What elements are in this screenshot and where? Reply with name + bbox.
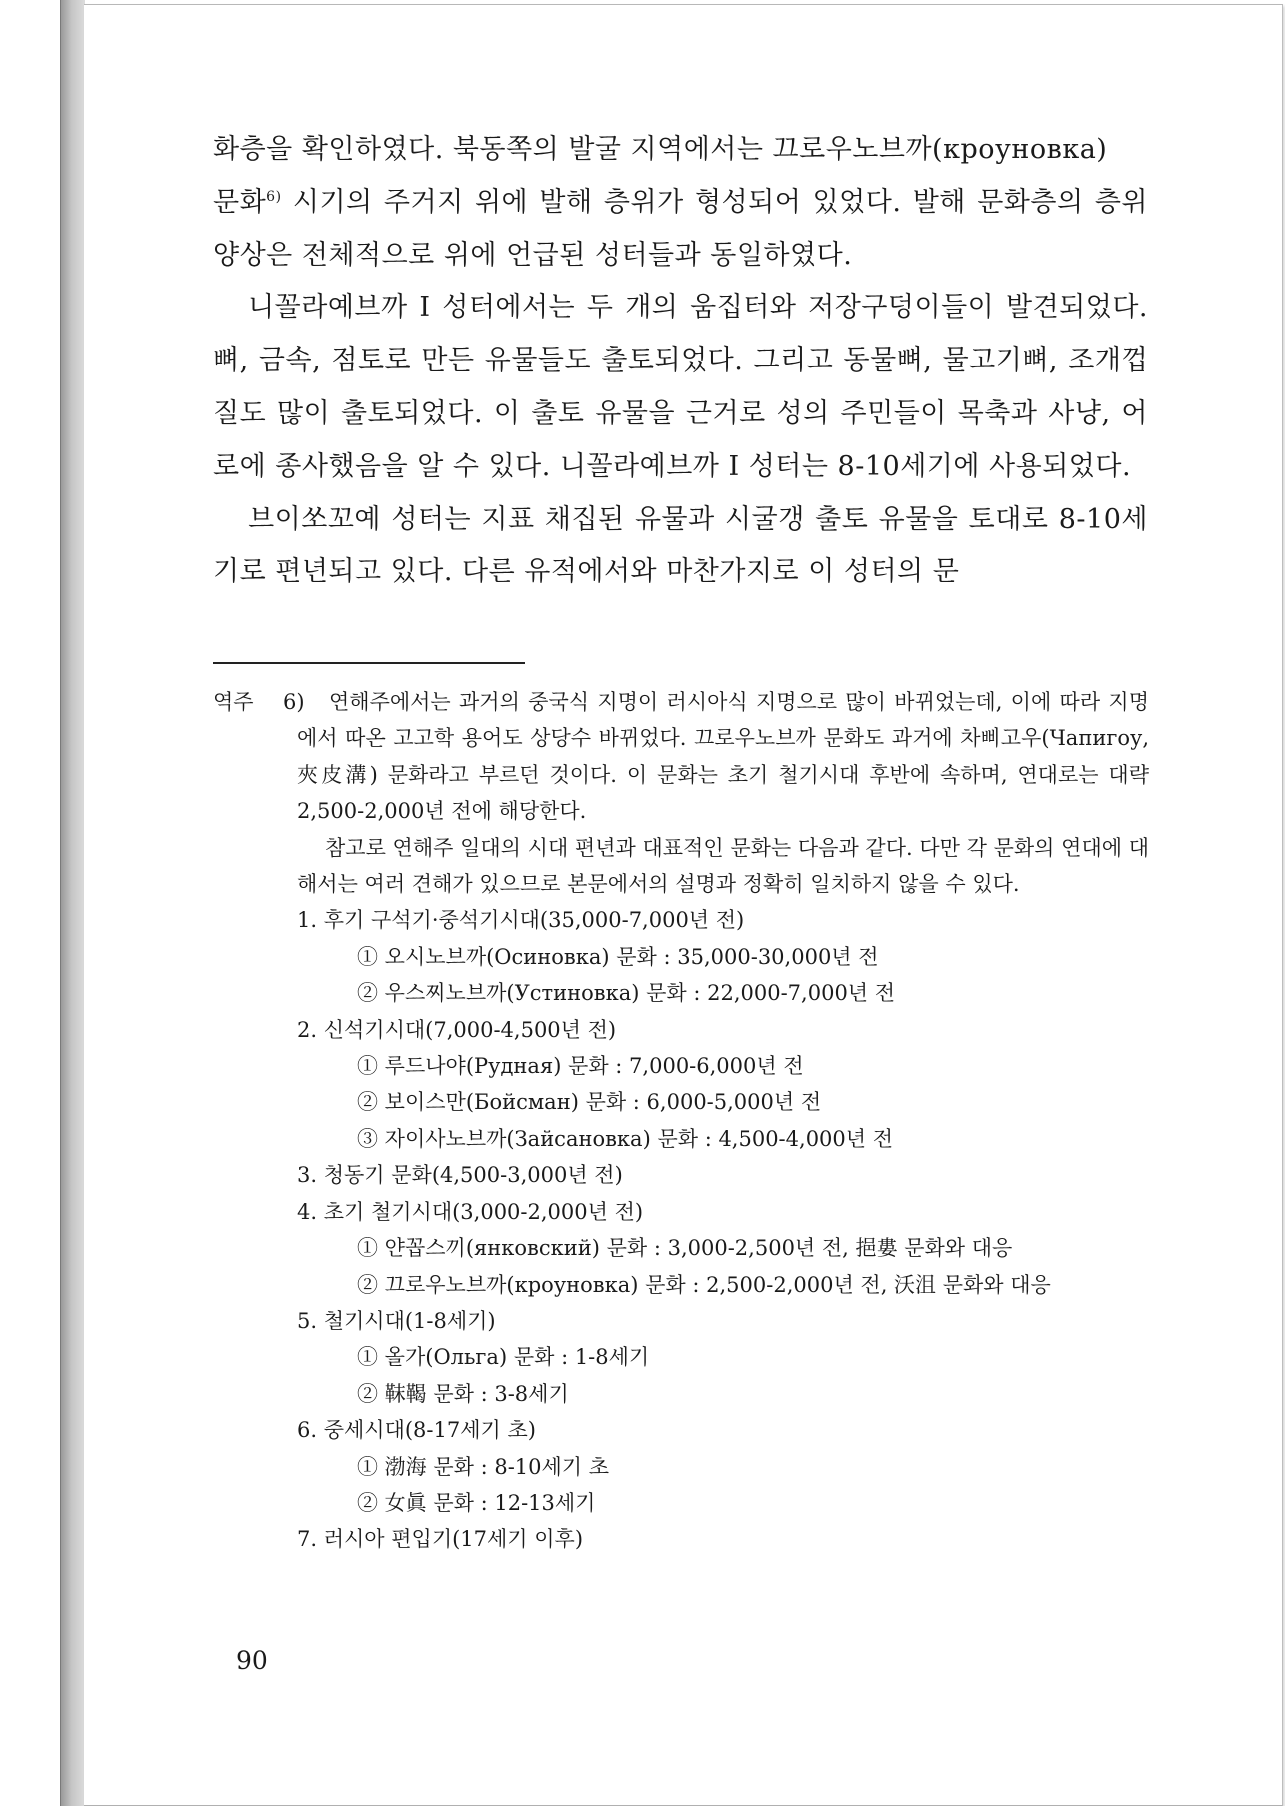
list-item: ① 渤海 문화 : 8-10세기 초 (357, 1454, 610, 1479)
list-item: ② 끄로우노브까(кроуновка) 문화 : 2,500-2,000년 전, 沃沮 문화와 대응 (357, 1272, 1051, 1297)
list-item: ① 올가(Ольга) 문화 : 1-8세기 (357, 1345, 650, 1370)
list-item: ② 보이스만(Бойсман) 문화 : 6,000-5,000년 전 (357, 1090, 822, 1115)
paragraph-1 (213, 124, 1148, 282)
footnote-number: 6) (283, 690, 305, 714)
footnote-reference[interactable]: 6) (266, 188, 282, 205)
list-item: ③ 자이사노브까(Зайсановка) 문화 : 4,500-4,000년 전 (357, 1126, 894, 1151)
list-item: 4. 초기 철기시대(3,000-2,000년 전) (297, 1199, 644, 1224)
footnote-divider (213, 662, 525, 664)
chronology-list (297, 902, 1149, 1557)
list-item: ② 우스찌노브까(Устиновка) 문화 : 22,000-7,000년 전 (357, 981, 896, 1006)
paragraph-1-rest: 시기의 주거지 위에 발해 층위가 형성되어 있었다. 발해 문화층의 층위 양상은 전체적으로 위에 언급된 성터들과 동일하였다. (213, 186, 1148, 271)
main-text (213, 124, 1148, 599)
list-item: 6. 중세시대(8-17세기 초) (297, 1418, 536, 1443)
paragraph-1-line-1: 화층을 확인하였다. 북동쪽의 발굴 지역에서는 끄로우노브까(кроуновка) (213, 134, 1108, 165)
paragraph-3: 브이쏘꼬예 성터는 지표 채집된 유물과 시굴갱 출토 유물을 토대로 8-10세기로 편년되고 있다. 다른 유적에서와 마찬가지로 이 성터의 문 (213, 503, 1148, 588)
list-item: ① 루드나야(Рудная) 문화 : 7,000-6,000년 전 (357, 1054, 804, 1079)
list-item: 5. 철기시대(1-8세기) (297, 1308, 496, 1333)
footnote-body (297, 684, 1149, 1558)
book-spine-edge (60, 0, 85, 1806)
list-item: 2. 신석기시대(7,000-4,500년 전) (297, 1017, 617, 1042)
footnote-label: 역주 (213, 690, 254, 714)
list-item: 7. 러시아 편입기(17세기 이후) (297, 1527, 584, 1552)
list-item: ② 靺鞨 문화 : 3-8세기 (357, 1381, 569, 1406)
list-item: ② 女眞 문화 : 12-13세기 (357, 1490, 596, 1515)
list-item: ① 오시노브까(Осиновка) 문화 : 35,000-30,000년 전 (357, 944, 879, 969)
footnote-paragraph-2: 참고로 연해주 일대의 시대 편년과 대표적인 문화는 다음과 같다. 다만 각 문화의 연대에 대해서는 여러 견해가 있으므로 본문에서의 설명과 정확히 일치하지 않을 수 있다. (297, 835, 1149, 897)
list-item: 1. 후기 구석기·중석기시대(35,000-7,000년 전) (297, 908, 745, 933)
list-item: 3. 청동기 문화(4,500-3,000년 전) (297, 1163, 623, 1188)
paragraph-1-word: 문화 (213, 186, 267, 218)
footnote-paragraph-1: 연해주에서는 과거의 중국식 지명이 러시아식 지명으로 많이 바뀌었는데, 이에 따라 지명에서 따온 고고학 용어도 상당수 바뀌었다. 끄로우노브까 문화도 과거에 차삐고우(Чапигоу, 夾皮溝) 문화라고 부르던 것이다. 이 문화는 초기 철기시대 후반에 속하며, 연대로는 대략 2,500-2,000년 전에 해당한다. (297, 690, 1149, 824)
paragraph-2: 니꼴라예브까 I 성터에서는 두 개의 움집터와 저장구덩이들이 발견되었다. 뼈, 금속, 점토로 만든 유물들도 출토되었다. 그리고 동물뼈, 물고기뼈, 조개껍질도 많이 출토되었다. 이 출토 유물을 근거로 성의 주민들이 목축과 사냥, 어로에 종사했음을 알 수 있다. 니꼴라예브까 I 성터는 8-10세기에 사용되었다. (213, 292, 1148, 482)
page-number: 90 (236, 1646, 268, 1675)
list-item: ① 얀꼽스끼(янковский) 문화 : 3,000-2,500년 전, 挹婁 문화와 대응 (357, 1236, 1013, 1261)
